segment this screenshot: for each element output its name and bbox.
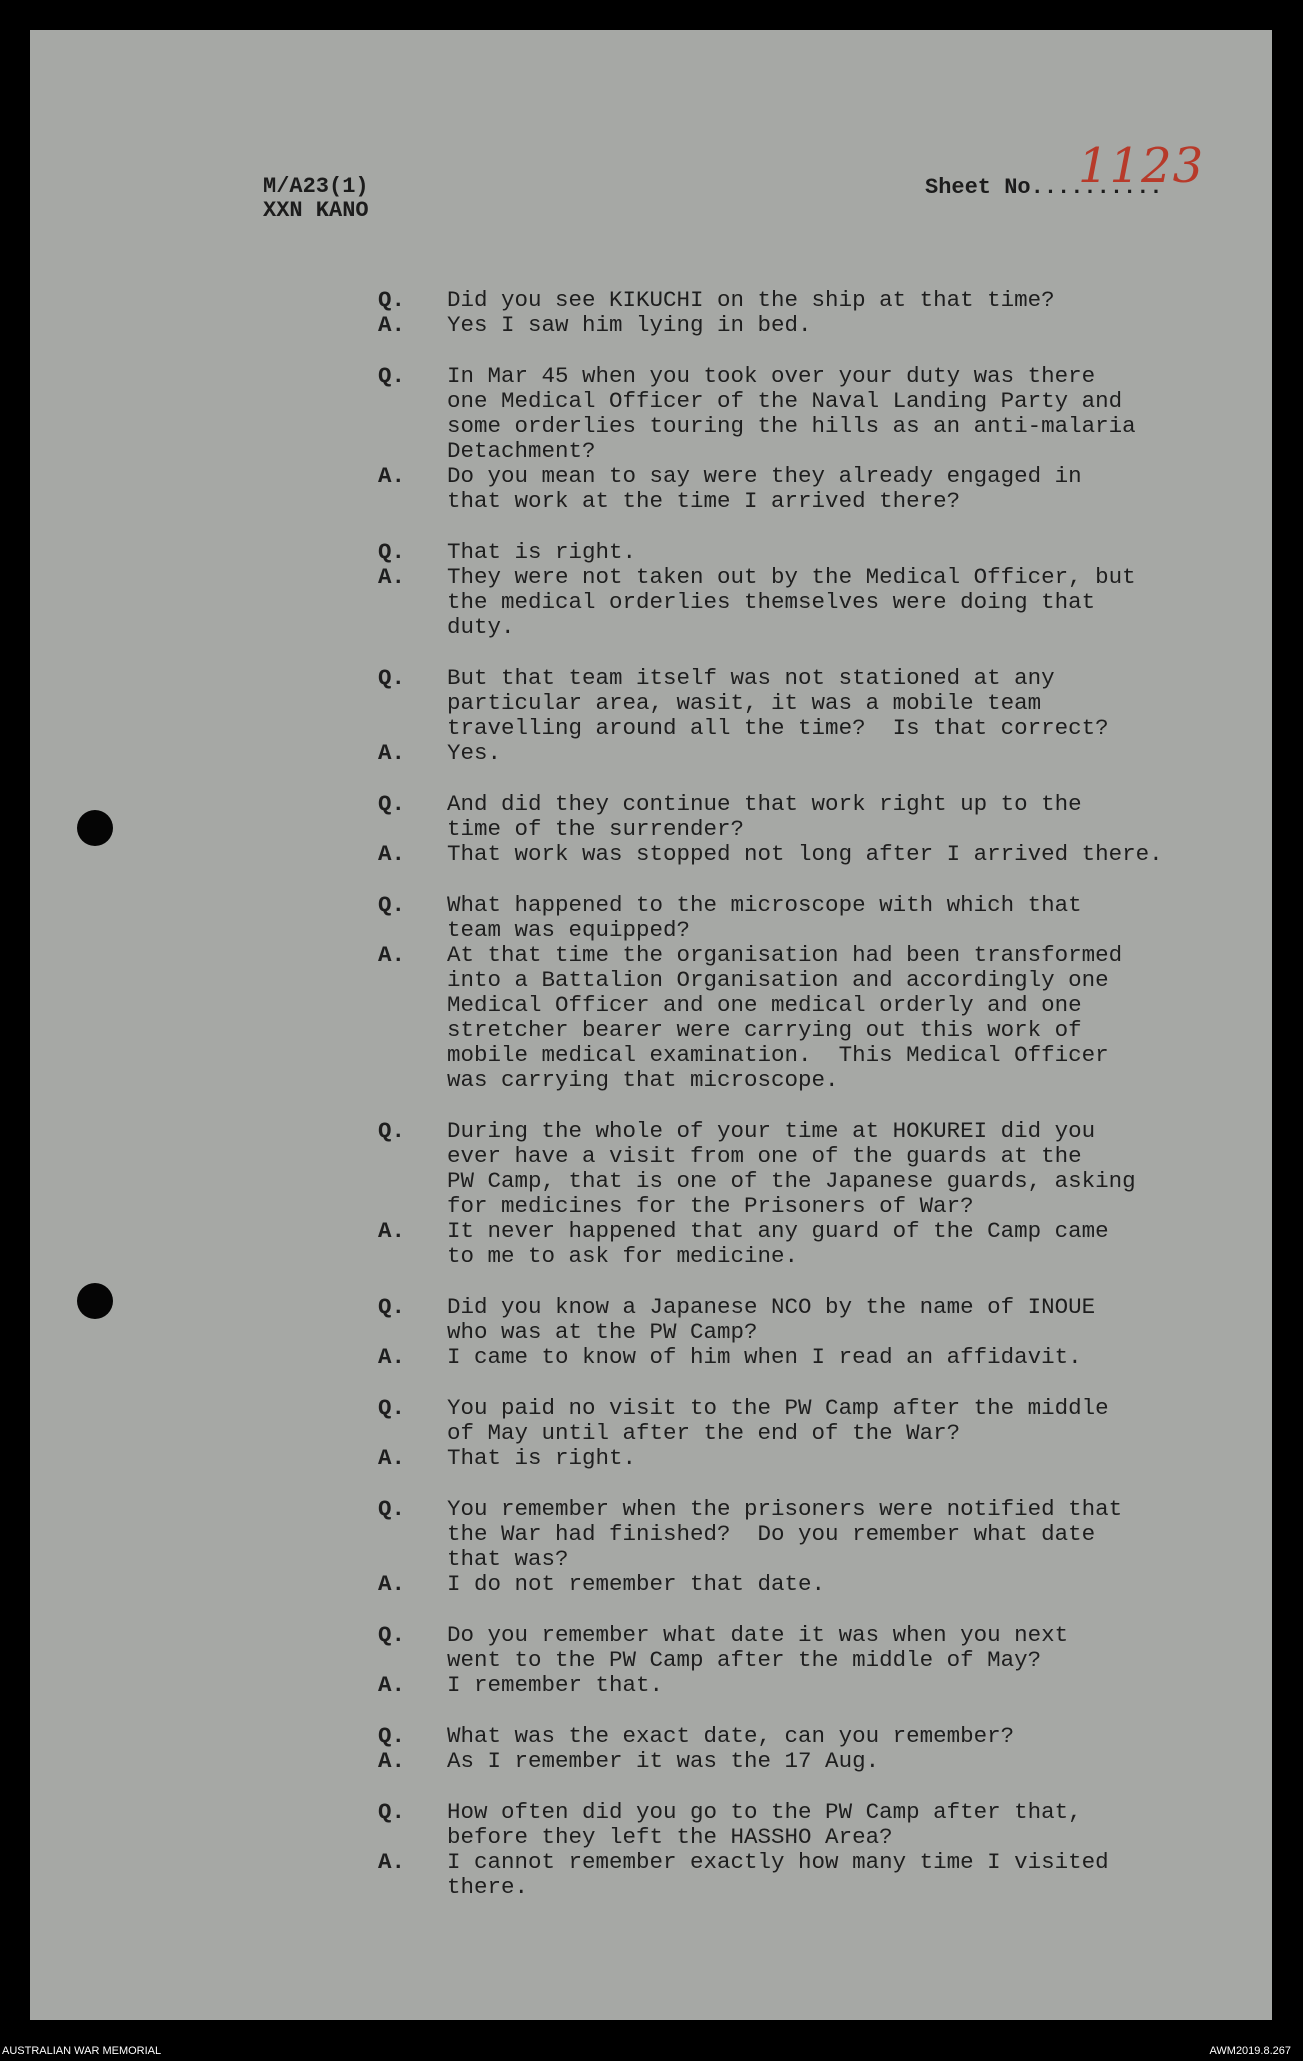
continuation-marker — [378, 1144, 447, 1169]
question-marker: Q. — [378, 539, 406, 565]
transcript-text: That work was stopped not long after I arrived there. — [447, 841, 1163, 867]
question-marker: Q. — [378, 1496, 406, 1522]
transcript-line — [378, 389, 1258, 414]
transcript-text: travelling around all the time? Is that correct? — [447, 715, 1109, 741]
transcript-line — [378, 918, 1258, 943]
transcript-line — [378, 1194, 1258, 1219]
answer-marker: A. — [378, 312, 406, 338]
answer-marker: A. — [378, 1218, 406, 1244]
transcript-text: And did they continue that work right up to the — [447, 791, 1082, 817]
continuation-marker — [378, 1648, 447, 1673]
transcript-line — [378, 1244, 1258, 1269]
transcript-text: During the whole of your time at HOKUREI did you — [447, 1118, 1096, 1144]
transcript-line — [378, 1320, 1258, 1345]
transcript-text: mobile medical examination. This Medical Officer — [447, 1042, 1109, 1068]
transcript-text: of May until after the end of the War? — [447, 1420, 961, 1446]
answer-marker: A. — [378, 942, 406, 968]
transcript-text: I do not remember that date. — [447, 1571, 826, 1597]
transcript-text: Did you see KIKUCHI on the ship at that time? — [447, 287, 1055, 313]
transcript-line — [378, 1446, 1258, 1471]
continuation-marker — [378, 968, 447, 993]
transcript-text: particular area, wasit, it was a mobile team — [447, 690, 1042, 716]
qa-exchange — [378, 1497, 1258, 1597]
continuation-marker — [378, 1194, 447, 1219]
question-marker: Q. — [378, 363, 406, 389]
transcript-line — [378, 1043, 1258, 1068]
transcript-text: went to the PW Camp after the middle of May? — [447, 1647, 1042, 1673]
transcript-text: Yes. — [447, 740, 502, 766]
transcript-text: team was equipped? — [447, 917, 691, 943]
transcript-line — [378, 817, 1258, 842]
footer-institution: AUSTRALIAN WAR MEMORIAL — [2, 2045, 162, 2057]
qa-exchange — [378, 540, 1258, 640]
transcript-line — [378, 1724, 1258, 1749]
transcript-text: As I remember it was the 17 Aug. — [447, 1748, 880, 1774]
transcript-text: I remember that. — [447, 1672, 664, 1698]
transcript-body — [378, 288, 1258, 1926]
transcript-line — [378, 1421, 1258, 1446]
transcript-text: for medicines for the Prisoners of War? — [447, 1193, 974, 1219]
qa-exchange — [378, 1396, 1258, 1471]
transcript-line — [378, 893, 1258, 918]
continuation-marker — [378, 1068, 447, 1093]
transcript-text: some orderlies touring the hills as an anti-malaria — [447, 413, 1136, 439]
continuation-marker — [378, 1522, 447, 1547]
transcript-line — [378, 313, 1258, 338]
sheet-number-label: Sheet No.......... — [925, 175, 1163, 200]
transcript-line — [378, 364, 1258, 389]
transcript-line — [378, 464, 1258, 489]
footer-accession-number: AWM2019.8.267 — [1209, 2045, 1291, 2057]
transcript-line — [378, 1144, 1258, 1169]
answer-marker: A. — [378, 1571, 406, 1597]
continuation-marker — [378, 389, 447, 414]
answer-marker: A. — [378, 1849, 406, 1875]
transcript-line — [378, 716, 1258, 741]
question-marker: Q. — [378, 892, 406, 918]
transcript-text: I cannot remember exactly how many time I visited — [447, 1849, 1109, 1875]
transcript-line — [378, 1825, 1258, 1850]
answer-marker: A. — [378, 740, 406, 766]
transcript-text: before they left the HASSHO Area? — [447, 1824, 893, 1850]
answer-marker: A. — [378, 463, 406, 489]
question-marker: Q. — [378, 1294, 406, 1320]
transcript-line — [378, 414, 1258, 439]
answer-marker: A. — [378, 564, 406, 590]
question-marker: Q. — [378, 1622, 406, 1648]
transcript-text: What was the exact date, can you remember? — [447, 1723, 1015, 1749]
qa-exchange — [378, 1800, 1258, 1900]
answer-marker: A. — [378, 1748, 406, 1774]
transcript-text: I came to know of him when I read an affidavit. — [447, 1344, 1082, 1370]
transcript-text: At that time the organisation had been transformed — [447, 942, 1123, 968]
continuation-marker — [378, 1169, 447, 1194]
answer-marker: A. — [378, 841, 406, 867]
transcript-line — [378, 842, 1258, 867]
transcript-line — [378, 741, 1258, 766]
punch-hole — [77, 1283, 113, 1319]
continuation-marker — [378, 489, 447, 514]
sheet-number-handwritten: 1123 — [1078, 138, 1205, 194]
transcript-line — [378, 540, 1258, 565]
reference-block — [263, 175, 369, 223]
qa-exchange — [378, 1724, 1258, 1774]
transcript-text: Medical Officer and one medical orderly and one — [447, 992, 1082, 1018]
transcript-text: PW Camp, that is one of the Japanese guards, asking — [447, 1168, 1136, 1194]
continuation-marker — [378, 1043, 447, 1068]
transcript-line — [378, 943, 1258, 968]
transcript-line — [378, 792, 1258, 817]
qa-exchange — [378, 1119, 1258, 1269]
transcript-text: ever have a visit from one of the guards at the — [447, 1143, 1082, 1169]
transcript-text: one Medical Officer of the Naval Landing Party and — [447, 388, 1123, 414]
transcript-text: You remember when the prisoners were notified that — [447, 1496, 1123, 1522]
qa-exchange — [378, 288, 1258, 338]
transcript-line — [378, 439, 1258, 464]
answer-marker: A. — [378, 1445, 406, 1471]
transcript-text: that was? — [447, 1546, 569, 1572]
continuation-marker — [378, 1825, 447, 1850]
transcript-text: That is right. — [447, 1445, 637, 1471]
question-marker: Q. — [378, 1799, 406, 1825]
continuation-marker — [378, 615, 447, 640]
transcript-line — [378, 691, 1258, 716]
qa-exchange — [378, 364, 1258, 514]
continuation-marker — [378, 439, 447, 464]
transcript-text: Detachment? — [447, 438, 596, 464]
transcript-text: to me to ask for medicine. — [447, 1243, 799, 1269]
continuation-marker — [378, 993, 447, 1018]
continuation-marker — [378, 1244, 447, 1269]
transcript-line — [378, 1345, 1258, 1370]
transcript-text: into a Battalion Organisation and accordingly one — [447, 967, 1109, 993]
transcript-text: duty. — [447, 614, 515, 640]
transcript-text: In Mar 45 when you took over your duty was there — [447, 363, 1096, 389]
transcript-text: the War had finished? Do you remember what date — [447, 1521, 1096, 1547]
transcript-text: Did you know a Japanese NCO by the name of INOUE — [447, 1294, 1096, 1320]
continuation-marker — [378, 1547, 447, 1572]
transcript-text: Yes I saw him lying in bed. — [447, 312, 812, 338]
transcript-line — [378, 1547, 1258, 1572]
transcript-line — [378, 666, 1258, 691]
continuation-marker — [378, 817, 447, 842]
transcript-line — [378, 1169, 1258, 1194]
transcript-line — [378, 1396, 1258, 1421]
transcript-text: It never happened that any guard of the Camp came — [447, 1218, 1109, 1244]
question-marker: Q. — [378, 1395, 406, 1421]
qa-exchange — [378, 792, 1258, 867]
transcript-line — [378, 1219, 1258, 1244]
transcript-line — [378, 1800, 1258, 1825]
continuation-marker — [378, 1875, 447, 1900]
transcript-text: who was at the PW Camp? — [447, 1319, 758, 1345]
qa-exchange — [378, 1623, 1258, 1698]
continuation-marker — [378, 590, 447, 615]
transcript-text: the medical orderlies themselves were doing that — [447, 589, 1096, 615]
answer-marker: A. — [378, 1672, 406, 1698]
transcript-text: You paid no visit to the PW Camp after the middle — [447, 1395, 1109, 1421]
question-marker: Q. — [378, 791, 406, 817]
transcript-text: Do you remember what date it was when you next — [447, 1622, 1069, 1648]
transcript-line — [378, 565, 1258, 590]
question-marker: Q. — [378, 665, 406, 691]
transcript-line — [378, 1673, 1258, 1698]
qa-exchange — [378, 893, 1258, 1093]
qa-exchange — [378, 1295, 1258, 1370]
question-marker: Q. — [378, 1723, 406, 1749]
transcript-line — [378, 1497, 1258, 1522]
question-marker: Q. — [378, 287, 406, 313]
continuation-marker — [378, 691, 447, 716]
continuation-marker — [378, 918, 447, 943]
continuation-marker — [378, 414, 447, 439]
transcript-line — [378, 288, 1258, 313]
continuation-marker — [378, 1421, 447, 1446]
transcript-text: that work at the time I arrived there? — [447, 488, 961, 514]
reference-subject: XXN KANO — [263, 198, 369, 223]
transcript-line — [378, 968, 1258, 993]
answer-marker: A. — [378, 1344, 406, 1370]
reference-code: M/A23(1) — [263, 174, 369, 199]
transcript-line — [378, 1648, 1258, 1673]
transcript-text: They were not taken out by the Medical Officer, but — [447, 564, 1136, 590]
transcript-line — [378, 1068, 1258, 1093]
transcript-text: What happened to the microscope with which that — [447, 892, 1082, 918]
transcript-text: Do you mean to say were they already engaged in — [447, 463, 1082, 489]
transcript-line — [378, 489, 1258, 514]
transcript-text: was carrying that microscope. — [447, 1067, 839, 1093]
transcript-line — [378, 1875, 1258, 1900]
transcript-line — [378, 590, 1258, 615]
transcript-line — [378, 1572, 1258, 1597]
continuation-marker — [378, 1018, 447, 1043]
transcript-line — [378, 1749, 1258, 1774]
transcript-line — [378, 1295, 1258, 1320]
continuation-marker — [378, 716, 447, 741]
continuation-marker — [378, 1320, 447, 1345]
transcript-line — [378, 1018, 1258, 1043]
transcript-line — [378, 993, 1258, 1018]
transcript-line — [378, 1522, 1258, 1547]
transcript-text: But that team itself was not stationed at any — [447, 665, 1055, 691]
transcript-line — [378, 1119, 1258, 1144]
qa-exchange — [378, 666, 1258, 766]
transcript-line — [378, 615, 1258, 640]
transcript-text: How often did you go to the PW Camp after that, — [447, 1799, 1082, 1825]
transcript-text: stretcher bearer were carrying out this work of — [447, 1017, 1082, 1043]
transcript-line — [378, 1623, 1258, 1648]
question-marker: Q. — [378, 1118, 406, 1144]
transcript-text: That is right. — [447, 539, 637, 565]
punch-hole — [77, 810, 113, 846]
transcript-text: time of the surrender? — [447, 816, 745, 842]
transcript-line — [378, 1850, 1258, 1875]
transcript-text: there. — [447, 1874, 529, 1900]
